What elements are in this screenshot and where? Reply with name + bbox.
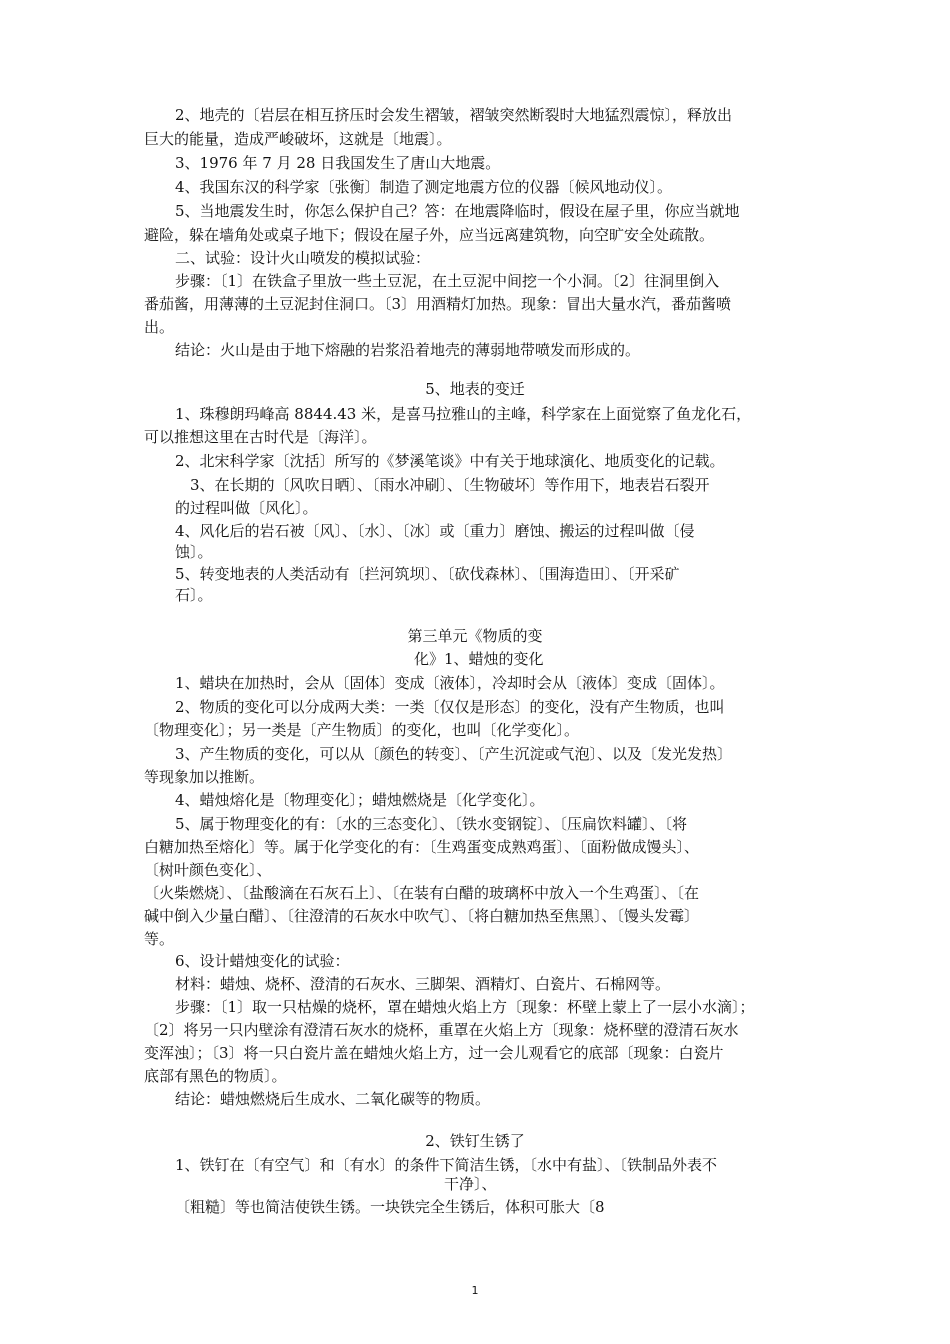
- text-line: 步骤：〔1〕取一只枯燥的烧杯，罩在蜡烛火焰上方〔现象：杯壁上蒙上了一层小水滴〕；: [175, 998, 755, 1016]
- text-line: 5、当地震发生时，你怎么保护自己？答：在地震降临时，假设在屋子里，你应当就地: [175, 202, 740, 220]
- text-line: 等。: [144, 930, 175, 948]
- text-line: 4、风化后的岩石被〔风〕、〔水〕、〔冰〕或〔重力〕磨蚀、搬运的过程叫做〔侵: [175, 522, 695, 540]
- text-line: 巨大的能量，造成严峻破坏，这就是〔地震〕。: [144, 130, 452, 148]
- text-line: 避险，躲在墙角处或桌子地下；假设在屋子外，应当远离建筑物，向空旷安全处疏散。: [144, 226, 715, 244]
- text-line: 白糖加热至熔化〕等。属于化学变化的有：〔生鸡蛋变成熟鸡蛋〕、〔面粉做成馒头〕、: [144, 838, 700, 856]
- text-line: 1、蜡块在加热时，会从〔固体〕变成〔液体〕，冷却时会从〔液体〕变成〔固体〕。: [175, 674, 725, 692]
- text-line: 6、设计蜡烛变化的试验：: [175, 952, 350, 970]
- text-line: 5、属于物理变化的有：〔水的三态变化〕、〔铁水变钢锭〕、〔压扁饮料罐〕、〔将: [175, 815, 688, 833]
- text-line: 4、蜡烛熔化是〔物理变化〕；蜡烛燃烧是〔化学变化〕。: [175, 791, 545, 809]
- text-line: 等现象加以推断。: [144, 768, 265, 786]
- text-line: 可以推想这里在古时代是〔海洋〕。: [144, 428, 377, 446]
- text-line: 底部有黑色的物质〕。: [144, 1067, 287, 1085]
- text-line: 〔物理变化〕；另一类是〔产生物质〕的变化，也叫〔化学变化〕。: [144, 721, 580, 739]
- text-line: 2、地壳的〔岩层在相互挤压时会发生褶皱，褶皱突然断裂时大地猛烈震惊〕，释放出: [175, 106, 733, 124]
- text-line: 出。: [144, 318, 175, 336]
- text-line: 〔2〕将另一只内壁涂有澄清石灰水的烧杯，重罩在火焰上方〔现象：烧杯壁的澄清石灰水: [144, 1021, 739, 1039]
- page-number: 1: [471, 1284, 479, 1297]
- text-line: 1、铁钉在〔有空气〕和〔有水〕的条件下简洁生锈，〔水中有盐〕、〔铁制品外表不: [175, 1156, 718, 1174]
- text-line: 二、试验：设计火山喷发的模拟试验：: [175, 249, 431, 267]
- text-line: 〔火柴燃烧〕、〔盐酸滴在石灰石上〕、〔在装有白醋的玻璃杯中放入一个生鸡蛋〕、〔在: [144, 884, 700, 902]
- unit-subtitle: 化》1、蜡烛的变化: [414, 650, 544, 668]
- text-line: 的过程叫做〔风化〕。: [175, 499, 318, 517]
- section-title: 5、地表的变迁: [425, 380, 525, 398]
- text-line: 番茄酱，用薄薄的土豆泥封住洞口。〔3〕用酒精灯加热。现象：冒出大量水汽，番茄酱喷: [144, 295, 732, 313]
- text-line: 干净〕、: [444, 1175, 497, 1193]
- text-line: 碱中倒入少量白醋〕、〔往澄清的石灰水中吹气〕、〔将白糖加热至焦黑〕、〔馒头发霉〕: [144, 907, 700, 925]
- section-title: 2、铁钉生锈了: [425, 1132, 525, 1150]
- text-line: 结论：火山是由于地下熔融的岩浆沿着地壳的薄弱地带喷发而形成的。: [175, 341, 641, 359]
- text-line: 材料：蜡烛、烧杯、澄清的石灰水、三脚架、酒精灯、白瓷片、石棉网等。: [175, 975, 671, 993]
- unit-title: 第三单元《物质的变: [407, 627, 543, 645]
- text-line: 石〕。: [175, 586, 213, 604]
- text-line: 3、1976 年 7 月 28 日我国发生了唐山大地震。: [175, 154, 501, 172]
- text-line: 1、珠穆朗玛峰高 8844.43 米，是喜马拉雅山的主峰，科学家在上面觉察了鱼龙化石，: [175, 405, 752, 423]
- text-line: 变浑浊〕；〔3〕将一只白瓷片盖在蜡烛火焰上方，过一会儿观看它的底部〔现象：白瓷片: [144, 1044, 724, 1062]
- text-line: 步骤：〔1〕在铁盒子里放一些土豆泥，在土豆泥中间挖一个小洞。〔2〕往洞里倒入: [175, 272, 720, 290]
- text-line: 3、在长期的〔风吹日晒〕、〔雨水冲刷〕、〔生物破坏〕等作用下，地表岩石裂开: [190, 476, 710, 494]
- text-line: 3、产生物质的变化，可以从〔颜色的转变〕、〔产生沉淀或气泡〕、以及〔发光发热〕: [175, 745, 733, 763]
- text-line: 〔树叶颜色变化〕、: [144, 861, 272, 879]
- text-line: 蚀〕。: [175, 543, 213, 561]
- text-line: 〔粗糙〕等也简洁使铁生锈。一块铁完全生锈后，体积可胀大〔8: [175, 1198, 605, 1216]
- text-line: 5、转变地表的人类活动有〔拦河筑坝〕、〔砍伐森林〕、〔围海造田〕、〔开采矿: [175, 565, 680, 583]
- text-line: 结论：蜡烛燃烧后生成水、二氧化碳等的物质。: [175, 1090, 491, 1108]
- text-line: 2、北宋科学家〔沈括〕所写的《梦溪笔谈》中有关于地球演化、地质变化的记载。: [175, 452, 725, 470]
- text-line: 4、我国东汉的科学家〔张衡〕制造了测定地震方位的仪器〔候风地动仪〕。: [175, 178, 673, 196]
- text-line: 2、物质的变化可以分成两大类：一类〔仅仅是形态〕的变化，没有产生物质，也叫: [175, 698, 725, 716]
